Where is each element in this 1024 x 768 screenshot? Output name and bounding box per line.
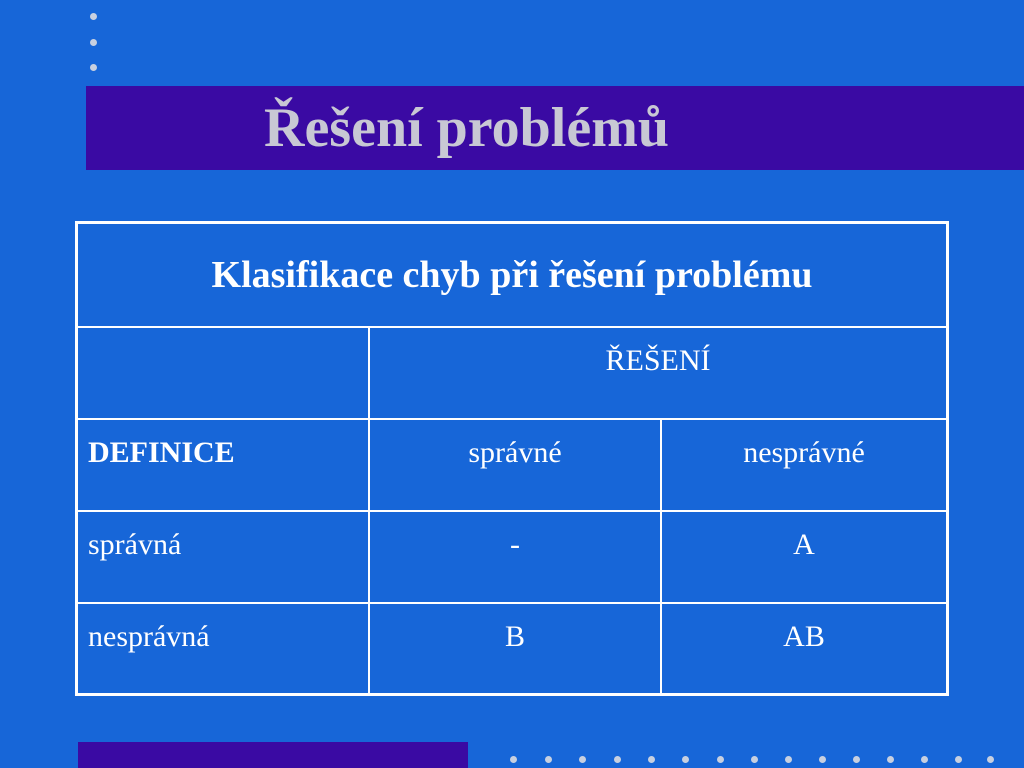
solution-header: ŘEŠENÍ bbox=[605, 343, 711, 377]
decor-dot bbox=[751, 756, 758, 763]
slide-title: Řešení problémů bbox=[264, 97, 669, 159]
decor-dot bbox=[510, 756, 517, 763]
column-header: nesprávné bbox=[743, 435, 865, 469]
column-header-cell bbox=[369, 419, 661, 511]
column-header-cell bbox=[661, 419, 948, 511]
decor-dot bbox=[579, 756, 586, 763]
decor-dot bbox=[987, 756, 994, 763]
decor-dot bbox=[717, 756, 724, 763]
cell-value: B bbox=[504, 619, 525, 653]
table-cell bbox=[369, 603, 661, 695]
definition-header: DEFINICE bbox=[88, 435, 235, 469]
table-row bbox=[77, 327, 948, 419]
decor-dot bbox=[545, 756, 552, 763]
decor-dot bbox=[614, 756, 621, 763]
decor-dot bbox=[682, 756, 689, 763]
table-row bbox=[77, 419, 948, 511]
definition-header-cell bbox=[77, 419, 370, 511]
decor-dot bbox=[785, 756, 792, 763]
decor-dot bbox=[819, 756, 826, 763]
table-caption: Klasifikace chyb při řešení problému bbox=[77, 223, 948, 327]
cell-value: - bbox=[510, 527, 520, 561]
table-row bbox=[77, 603, 948, 695]
table-cell bbox=[369, 511, 661, 603]
decor-dot bbox=[887, 756, 894, 763]
row-label: správná bbox=[88, 527, 182, 561]
table-row bbox=[77, 511, 948, 603]
decor-dot bbox=[955, 756, 962, 763]
cell-value: AB bbox=[783, 619, 825, 653]
column-header: správné bbox=[468, 435, 562, 469]
solution-header-cell bbox=[369, 327, 948, 419]
row-label-cell bbox=[77, 511, 370, 603]
cell-value: A bbox=[793, 527, 815, 561]
table-cell-empty bbox=[77, 327, 370, 419]
decor-dot bbox=[90, 39, 97, 46]
row-label: nesprávná bbox=[88, 619, 210, 653]
table-caption-row bbox=[77, 223, 948, 327]
decor-dot bbox=[90, 13, 97, 20]
decor-dot bbox=[921, 756, 928, 763]
table-cell bbox=[661, 511, 948, 603]
classification-table bbox=[75, 221, 949, 696]
row-label-cell bbox=[77, 603, 370, 695]
table-cell bbox=[661, 603, 948, 695]
decor-dot bbox=[853, 756, 860, 763]
bottom-band bbox=[78, 742, 468, 768]
decor-dot bbox=[90, 64, 97, 71]
decor-dot bbox=[648, 756, 655, 763]
